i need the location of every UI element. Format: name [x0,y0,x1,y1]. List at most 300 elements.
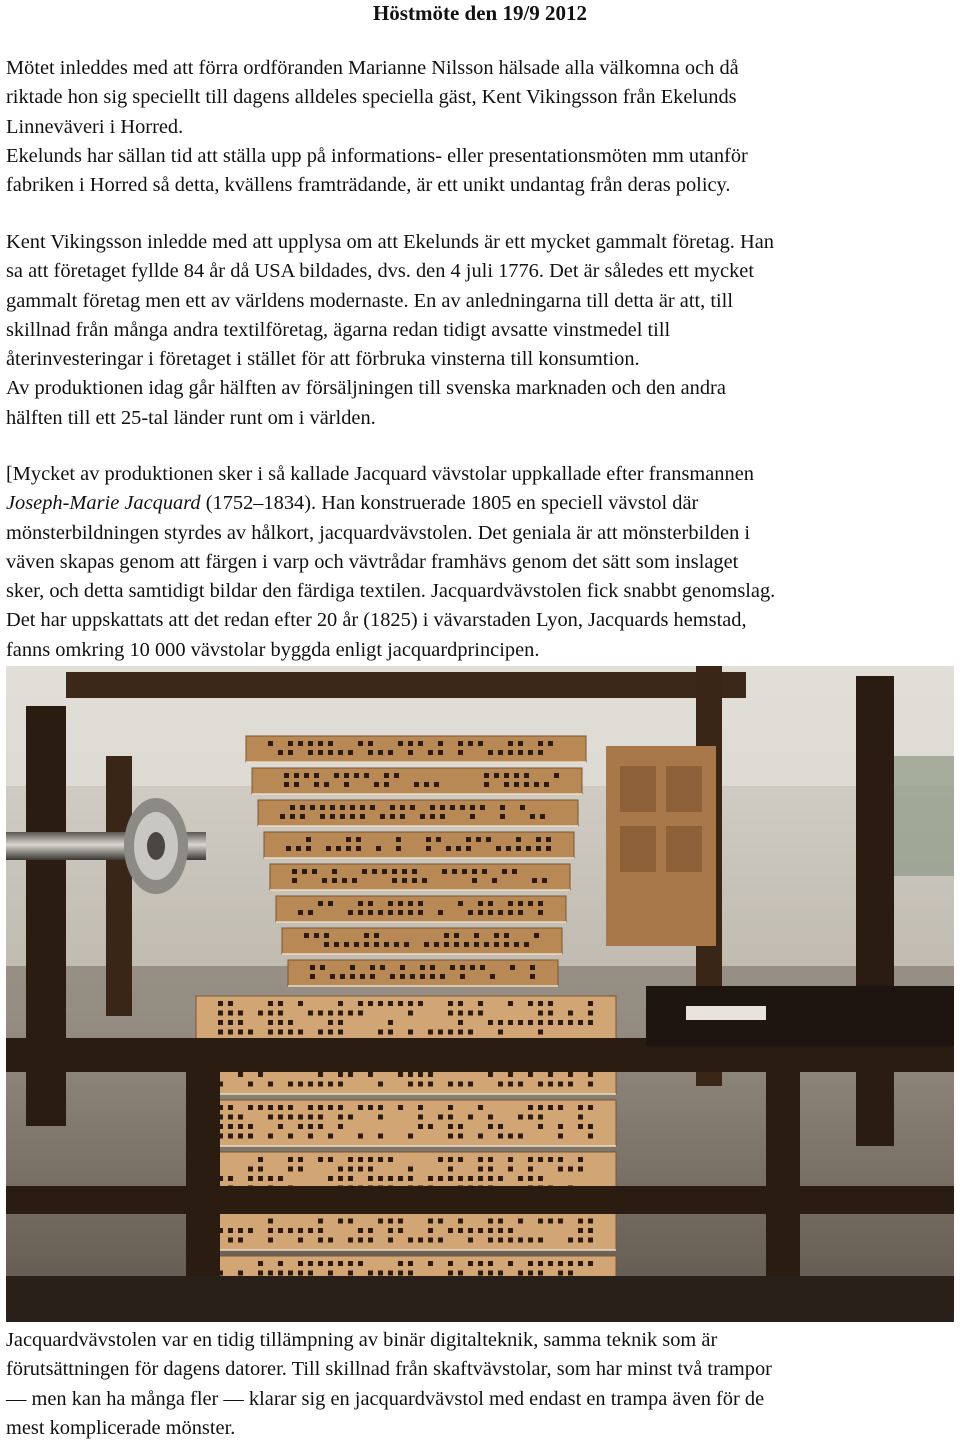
card-hole [258,1105,263,1110]
card-hole [484,773,489,778]
card-hole [346,846,351,851]
card-hole [388,1030,393,1035]
card-hole [478,910,483,915]
card-hole [278,1020,283,1025]
card-hole [538,1115,543,1120]
card-hole [500,805,505,810]
card-hole [368,1271,373,1276]
card-hole [538,1238,543,1243]
card-hole [238,1115,243,1120]
card-hole [498,1082,503,1087]
card-hole [420,974,425,979]
card-hole [488,901,493,906]
card-hole [368,741,373,746]
card-hole [238,1228,243,1233]
card-hole [350,974,355,979]
card-hole [318,901,323,906]
card-hole [280,814,285,819]
card-hole [344,782,349,787]
card-hole [578,1124,583,1129]
card-hole [546,846,551,851]
card-hole [418,1072,423,1077]
card-hole [542,878,547,883]
card-hole [498,1228,503,1233]
card-hole [408,1030,413,1035]
card-hole [288,741,293,746]
card-hole [508,1134,513,1139]
card-hole [374,782,379,787]
card-hole [380,814,385,819]
card-hole [548,1011,553,1016]
card-hole [348,1072,353,1077]
card-hole [408,1082,413,1087]
card-hole [426,846,431,851]
card-hole [588,1020,593,1025]
card-hole [494,942,499,947]
card-hole [348,910,353,915]
card-hole [400,974,405,979]
card-hole [508,1072,513,1077]
card-hole [458,1020,463,1025]
card-hole [258,1271,263,1276]
card-hole [286,846,291,851]
card-hole [438,1030,443,1035]
card-hole [478,901,483,906]
card-hole [338,1219,343,1224]
text-line: skillnad från många andra textilföretag, ägarna redan tidigt avsatte vinstmedel till [6,318,671,341]
card-hole [338,750,343,755]
card-hole [484,782,489,787]
card-hole [360,805,365,810]
card-hole [378,750,383,755]
card-hole [338,1011,343,1016]
card-hole [404,942,409,947]
card-hole [298,1157,303,1162]
card-hole [578,1167,583,1172]
card-hole [438,1157,443,1162]
card-hole [298,910,303,915]
jacquard-loom-photo [6,666,954,1322]
card-hole [516,837,521,842]
card-hole [588,1228,593,1233]
card-hole [338,1020,343,1025]
card-hole [388,1219,393,1224]
inventor-name: Joseph-Marie Jacquard [6,492,201,515]
card-hole [478,1157,483,1162]
card-hole [534,933,539,938]
card-hole [354,773,359,778]
card-hole [378,1030,383,1035]
card-hole [454,933,459,938]
card-hole [378,1134,383,1139]
card-hole [438,1115,443,1120]
card-hole [348,1261,353,1266]
card-hole [288,750,293,755]
card-hole [418,901,423,906]
card-hole [568,1072,573,1077]
card-hole [478,1167,483,1172]
card-hole [482,869,487,874]
card-hole [278,1271,283,1276]
card-hole [588,1219,593,1224]
card-hole [368,1072,373,1077]
card-hole [278,1115,283,1120]
card-hole [308,741,313,746]
caption-line: — men kan ha många fler — klarar sig en jacquardvävstol med endast en trampa även för de [6,1387,765,1410]
card-hole [348,1176,353,1181]
card-hole [438,1219,443,1224]
card-hole [336,846,341,851]
card-hole [450,805,455,810]
card-hole [290,814,295,819]
card-hole [534,782,539,787]
card-hole [588,1124,593,1129]
card-hole [450,965,455,970]
card-hole [408,741,413,746]
card-hole [548,1072,553,1077]
card-hole [460,974,465,979]
card-hole [474,942,479,947]
card-hole [368,910,373,915]
card-hole [490,974,495,979]
card-hole [358,1001,363,1006]
card-hole [428,1124,433,1129]
card-hole [358,1228,363,1233]
card-hole [526,846,531,851]
card-hole [408,750,413,755]
card-hole [308,1124,313,1129]
card-hole [376,846,381,851]
card-hole [278,1011,283,1016]
card-hole [558,1134,563,1139]
card-hole [356,837,361,842]
card-hole [298,1082,303,1087]
card-hole [368,1167,373,1172]
card-hole [318,1238,323,1243]
card-hole [318,1261,323,1266]
card-hole [278,1030,283,1035]
card-hole [548,1105,553,1110]
card-hole [318,1124,323,1129]
card-hole [476,837,481,842]
card-hole [588,1134,593,1139]
card-hole [308,1134,313,1139]
card-hole [498,1271,503,1276]
card-hole [338,1072,343,1077]
card-hole [238,1030,243,1035]
card-hole [498,910,503,915]
card-hole [318,750,323,755]
card-hole [508,1001,513,1006]
card-hole [228,1124,233,1129]
card-hole [378,1001,383,1006]
card-hole [340,814,345,819]
card-hole [548,1020,553,1025]
card-hole [454,942,459,947]
card-hole [348,1167,353,1172]
card-hole [468,1030,473,1035]
punch-card [276,896,566,922]
card-hole [518,1082,523,1087]
card-hole [296,846,301,851]
text-fragment: (1752–1834). Han konstruerade 1805 en speciell vävstol där [200,492,699,515]
card-hole [470,805,475,810]
card-hole [354,942,359,947]
card-hole [368,750,373,755]
card-hole [398,1105,403,1110]
card-hole [398,901,403,906]
card-hole [588,1261,593,1266]
card-hole [418,741,423,746]
card-hole [284,782,289,787]
card-hole [528,1271,533,1276]
card-hole [298,1030,303,1035]
card-hole [268,1115,273,1120]
card-hole [394,942,399,947]
card-hole [438,750,443,755]
card-hole [568,1238,573,1243]
card-hole [488,1167,493,1172]
card-hole [444,933,449,938]
card-hole [360,814,365,819]
card-hole [430,814,435,819]
card-hole [528,1238,533,1243]
card-hole [578,1157,583,1162]
card-hole [398,1001,403,1006]
card-hole [508,1082,513,1087]
card-hole [310,974,315,979]
card-hole [466,846,471,851]
card-hole [398,910,403,915]
card-hole [308,1082,313,1087]
card-hole [388,1176,393,1181]
card-hole [410,805,415,810]
card-hole [538,1020,543,1025]
card-hole [470,814,475,819]
card-hole [496,846,501,851]
card-hole [298,1271,303,1276]
card-hole [588,1105,593,1110]
card-hole [248,1030,253,1035]
card-hole [358,1134,363,1139]
card-hole [470,965,475,970]
card-hole [238,1020,243,1025]
card-hole [338,1261,343,1266]
card-hole [298,1115,303,1120]
text-line: Av produktionen idag går hälften av försäljningen till svenska marknaden och den andra [6,377,726,400]
card-hole [348,1271,353,1276]
card-hole [428,1176,433,1181]
card-hole [528,1176,533,1181]
card-hole [528,1072,533,1077]
text-line: mönsterbildningen styrdes av hålkort, jacquardvävstolen. Det geniala är att mönsterbilden i [6,521,751,544]
card-hole [388,1001,393,1006]
text-line: fabriken i Horred så detta, kvällens framträdande, är ett unikt undantag från deras policy. [6,174,731,197]
card-hole [218,1030,223,1035]
card-hole [328,750,333,755]
card-hole [458,1228,463,1233]
card-hole [348,1011,353,1016]
card-hole [424,782,429,787]
lower-beam [6,1186,954,1214]
card-hole [458,1271,463,1276]
card-hole [408,1001,413,1006]
card-hole [258,1167,263,1172]
card-hole [418,1001,423,1006]
card-hole [528,1157,533,1162]
card-hole [228,1105,233,1110]
card-hole [428,1030,433,1035]
card-hole [448,1124,453,1129]
card-hole [378,1271,383,1276]
jacquard-paragraph [6,460,958,665]
floor-base [6,1276,954,1322]
card-hole [238,1134,243,1139]
card-hole [324,933,329,938]
card-hole [360,974,365,979]
card-hole [558,1082,563,1087]
card-hole [358,1167,363,1172]
card-hole [308,1011,313,1016]
loom-post-inner [106,756,132,1016]
card-hole [538,910,543,915]
card-hole [368,1238,373,1243]
card-hole [528,750,533,755]
card-hole [524,942,529,947]
text-line: Kent Vikingsson inledde med att upplysa om att Ekelunds är ett mycket gammalt företag. Han [6,231,774,253]
card-hole [408,1261,413,1266]
page-title: Höstmöte den 19/9 2012 [372,1,588,25]
card-hole [506,846,511,851]
card-hole [390,974,395,979]
card-hole [390,805,395,810]
card-hole [298,1228,303,1233]
card-hole [520,805,525,810]
card-hole [508,901,513,906]
card-hole [288,1030,293,1035]
card-hole [358,1157,363,1162]
card-hole [528,901,533,906]
card-hole [278,1176,283,1181]
card-hole [518,1219,523,1224]
card-hole [318,1072,323,1077]
card-hole [488,1020,493,1025]
white-cloth [686,1006,766,1020]
card-hole [578,1219,583,1224]
text-line: återinvesteringar i företaget i stället för att förbruka vinsterna till konsumtion. [6,348,640,371]
card-hole [378,1157,383,1162]
card-hole [338,1030,343,1035]
card-hole [410,974,415,979]
card-hole [468,1011,473,1016]
card-hole [518,1134,523,1139]
card-hole [248,1228,253,1233]
card-hole [268,1030,273,1035]
card-hole [312,869,317,874]
card-hole [318,1219,323,1224]
card-hole [268,1020,273,1025]
card-hole [568,1167,573,1172]
card-hole [528,1167,533,1172]
card-hole [318,741,323,746]
card-hole [228,1238,233,1243]
card-hole [488,1072,493,1077]
card-hole [480,965,485,970]
card-hole [378,1082,383,1087]
card-hole [382,869,387,874]
card-hole [362,869,367,874]
card-hole [468,910,473,915]
card-hole [436,837,441,842]
card-hole [384,773,389,778]
card-hole [578,1105,583,1110]
card-hole [330,805,335,810]
card-hole [350,814,355,819]
card-hole [288,1167,293,1172]
card-hole [298,1261,303,1266]
card-hole [278,1124,283,1129]
card-hole [498,1134,503,1139]
card-hole [438,741,443,746]
card-hole [334,773,339,778]
punch-card [258,800,578,826]
intro-paragraph [6,54,958,200]
card-hole [468,1115,473,1120]
card-hole [370,965,375,970]
card-hole [434,782,439,787]
card-hole [372,869,377,874]
card-hole [228,1030,233,1035]
card-hole [350,805,355,810]
card-hole [498,1176,503,1181]
card-hole [532,878,537,883]
card-hole [428,1072,433,1077]
card-hole [328,1020,333,1025]
card-hole [424,942,429,947]
card-hole [310,965,315,970]
card-hole [320,814,325,819]
card-hole [348,750,353,755]
card-hole [508,1167,513,1172]
card-hole [486,837,491,842]
card-hole [268,1219,273,1224]
card-hole [428,1238,433,1243]
card-hole [458,741,463,746]
card-hole [448,1001,453,1006]
card-hole [492,878,497,883]
text-line: hälften till ett 25-tal länder runt om i världen. [6,406,376,429]
card-hole [388,1228,393,1233]
card-hole [438,1238,443,1243]
card-hole [548,1001,553,1006]
card-hole [398,1219,403,1224]
card-hole [528,1020,533,1025]
card-hole [488,1115,493,1120]
card-hole [494,933,499,938]
card-hole [388,901,393,906]
card-hole [448,1228,453,1233]
loom-illustration [6,666,954,1322]
card-hole [320,805,325,810]
card-hole [558,1020,563,1025]
card-hole [340,805,345,810]
card-hole [588,1238,593,1243]
card-hole [538,1124,543,1129]
card-hole [314,773,319,778]
card-hole [438,1176,443,1181]
card-hole [306,846,311,851]
card-hole [308,1271,313,1276]
